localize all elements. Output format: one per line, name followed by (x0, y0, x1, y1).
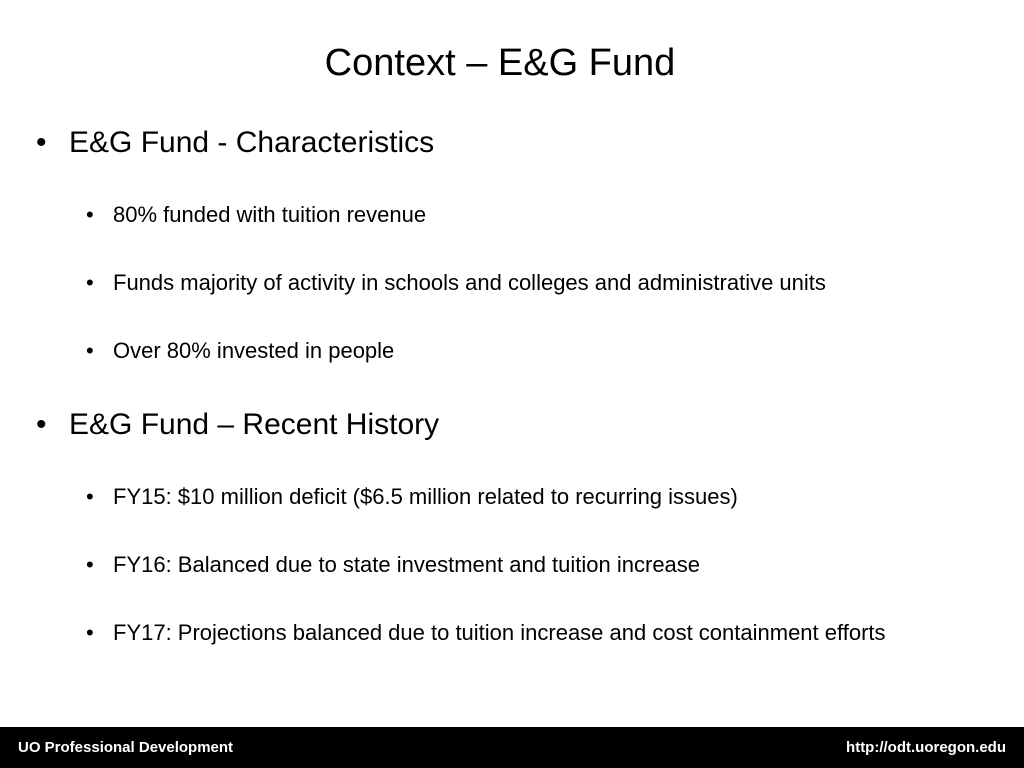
bullet-icon: • (86, 552, 94, 577)
bullet-icon: • (86, 620, 94, 645)
section-heading-text: E&G Fund - Characteristics (69, 126, 435, 159)
list-item-text: 80% funded with tuition revenue (113, 202, 427, 227)
bullet-icon: • (86, 338, 94, 363)
list-item-text: Over 80% invested in people (113, 338, 395, 363)
bullet-icon: • (36, 408, 47, 441)
bullet-icon: • (36, 126, 47, 159)
footer-bar (0, 727, 1024, 768)
footer-organization: UO Professional Development (18, 739, 234, 756)
section-heading-text: E&G Fund – Recent History (69, 408, 440, 441)
slide-title: Context – E&G Fund (324, 42, 676, 84)
list-item-text: FY16: Balanced due to state investment and tuition increase (113, 552, 701, 577)
list-item-text: FY17: Projections balanced due to tuition increase and cost containment efforts (113, 620, 886, 645)
footer-url: http://odt.uoregon.edu (846, 739, 1006, 756)
bullet-icon: • (86, 270, 94, 295)
list-item-text: Funds majority of activity in schools and colleges and administrative units (113, 270, 826, 295)
list-item-text: FY15: $10 million deficit ($6.5 million related to recurring issues) (113, 484, 738, 509)
bullet-icon: • (86, 202, 94, 227)
bullet-icon: • (86, 484, 94, 509)
